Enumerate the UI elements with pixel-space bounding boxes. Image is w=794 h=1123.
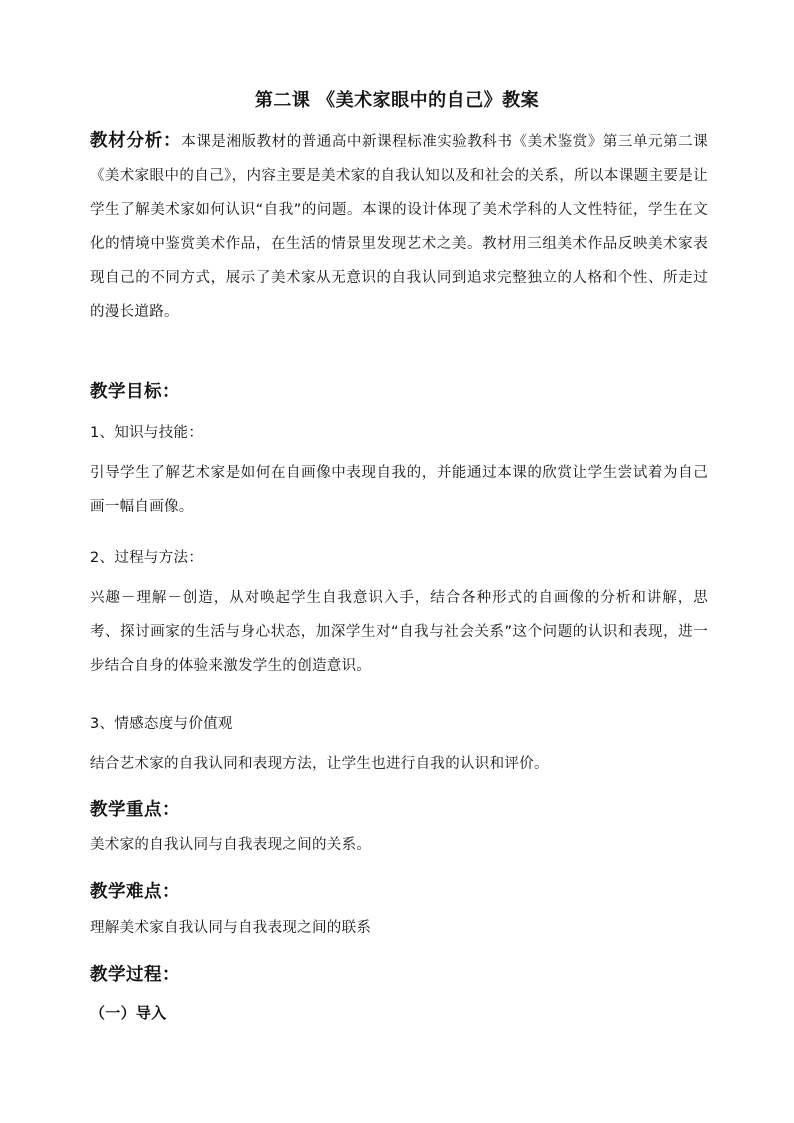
goal-1-body: 引导学生了解艺术家是如何在自画像中表现自我的，并能通过本课的欣赏让学生尝试着为自己画一幅自画像。	[90, 465, 708, 515]
analysis-heading: 教材分析：	[90, 131, 182, 151]
key-points-heading: 教学重点：	[90, 800, 180, 820]
difficulties-heading: 教学难点：	[90, 882, 180, 902]
analysis-section	[90, 124, 708, 329]
document-title: 第二课 《美术家眼中的自己》教案	[254, 90, 540, 111]
process-step-1: （一）导入	[90, 1004, 167, 1022]
analysis-body: 本课是湘版教材的普通高中新课程标准实验教科书《美术鉴赏》第三单元第二课《美术家眼中的自己》，内容主要是美术家的自我认知以及和社会的关系，所以本课题主要是让学生了解美术家如何认识“自我”的问题。本课的设计体现了美术学科的人文性特征，学生在文化的情境中鉴赏美术作品，在生活的情景里发现艺术之美。教材用三组美术作品反映美术家表现自己的不同方式，展示了美术家从无意识的自我认同到追求完整独立的人格和个性、所走过的漫长道路。	[90, 134, 709, 320]
key-points-body: 美术家的自我认同与自我表现之间的关系。	[90, 837, 372, 853]
goal-2-title: 2、过程与方法：	[90, 550, 204, 566]
difficulties-body: 理解美术家自我认同与自我表现之间的联系	[90, 920, 372, 936]
goal-3-body: 结合艺术家的自我认同和表现方法，让学生也进行自我的认识和评价。	[90, 756, 549, 772]
goal-2-body: 兴趣－理解－创造，从对唤起学生自我意识入手，结合各种形式的自画像的分析和讲解，思考、探讨画家的生活与身心状态，加深学生对“自我与社会关系”这个问题的认识和表现，进一步结合自身的体验来激发学生的创造意识。	[90, 590, 708, 674]
goal-3-title: 3、情感态度与价值观	[90, 716, 233, 732]
goals-heading: 教学目标：	[90, 382, 180, 402]
process-heading: 教学过程：	[90, 965, 180, 985]
goal-1-title: 1、知识与技能：	[90, 425, 204, 441]
